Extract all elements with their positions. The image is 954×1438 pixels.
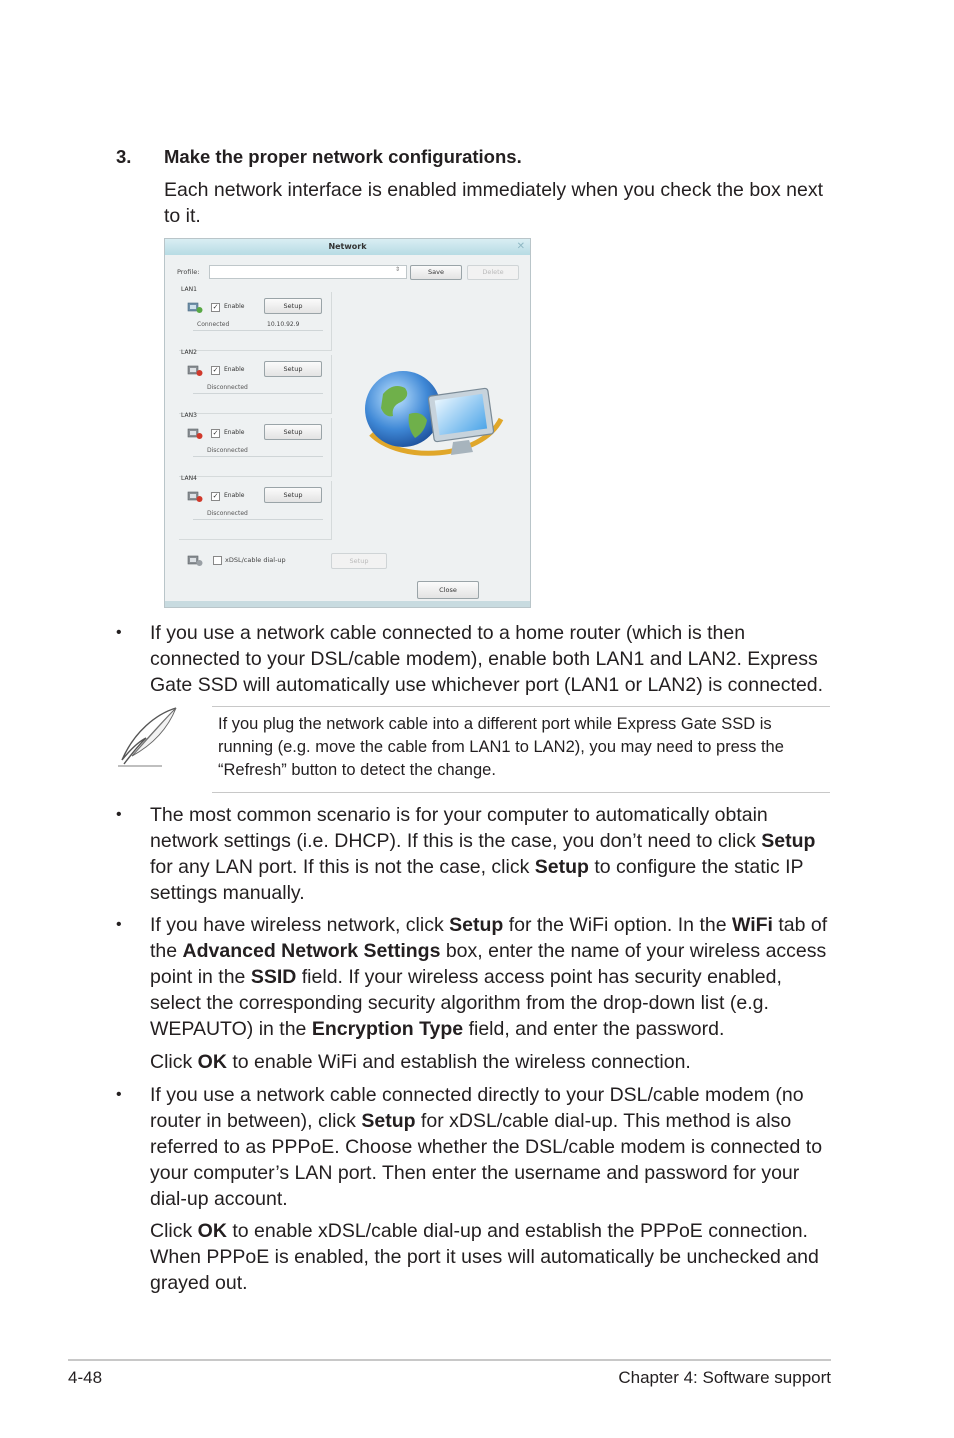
lan4-group <box>179 475 332 540</box>
lan-status: Disconnected <box>207 384 248 391</box>
globe-network-icon <box>361 364 507 464</box>
bullet-marker: • <box>116 916 122 933</box>
note-text: If you plug the network cable into a different port while Express Gate SSD is running (e.g. move the cable from LAN1 to LAN2), you may need to press the “Refresh” button to detect the change. <box>218 715 784 779</box>
network-adapter-icon <box>187 426 203 440</box>
lan2-group <box>179 349 332 414</box>
profile-label: Profile: <box>177 268 200 276</box>
network-adapter-icon <box>187 553 203 567</box>
xdsl-label: xDSL/cable dial-up <box>225 556 286 564</box>
lan-enable-label: Enable <box>224 303 245 310</box>
lan1-group <box>179 286 332 351</box>
bullet-router: If you use a network cable connected to a home router (which is then connected to your DSL/cable modem), enable both LAN1 and LAN2. Express Gate SSD will automatically use whichever port (LAN1 or LAN2) is connected. <box>150 622 824 696</box>
bullet-dhcp: The most common scenario is for your computer to automatically obtain network settings (i.e. DHCP). If this is the case, you don’t need to click Setup for any LAN port. If this is not the case, click Setup to configure the static IP settings manually. <box>150 804 816 904</box>
delete-button[interactable]: Delete <box>467 265 519 280</box>
lan-enable-label: Enable <box>224 366 245 373</box>
note-top-rule <box>212 706 830 707</box>
dialog-footer <box>165 601 530 607</box>
bullet-wireless: If you have wireless network, click Setup for the WiFi option. In the WiFi tab of the Advanced Network Settings box, enter the name of your wireless access point in the SSID field. If your wireless access point has security enabled, select the corresponding security algorithm from the drop-down list (e.g. WEPAUTO) in the Encryption Type field, and enter the password. <box>150 914 828 1040</box>
lan-name: LAN2 <box>181 349 197 356</box>
dialog-title: Network <box>328 242 367 251</box>
close-icon[interactable]: ✕ <box>516 241 525 252</box>
divider <box>193 519 323 520</box>
bullet-pppoe: If you use a network cable connected directly to your DSL/cable modem (no router in between), click Setup for xDSL/cable dial-up. This method is also referred to as PPPoE. Choose whether the DSL/cable modem is connected to your computer’s LAN port. Then enter the username and password for your dial-up account. <box>150 1084 823 1210</box>
profile-select[interactable] <box>209 265 407 279</box>
lan-setup-button[interactable]: Setup <box>264 424 322 440</box>
pppoe-followup: Click OK to enable xDSL/cable dial-up and establish the PPPoE connection. When PPPoE is enabled, the port it uses will automatically be unchecked and grayed out. <box>150 1220 819 1294</box>
save-button[interactable]: Save <box>410 265 462 280</box>
xdsl-checkbox[interactable] <box>213 556 222 565</box>
chapter-title: Chapter 4: Software support <box>618 1368 831 1387</box>
network-adapter-icon <box>187 300 203 314</box>
lan-name: LAN3 <box>181 412 197 419</box>
footer-rule <box>68 1359 831 1361</box>
close-button[interactable]: Close <box>417 581 479 599</box>
step-number: 3. <box>116 146 132 167</box>
network-dialog <box>164 238 531 608</box>
feather-pen-icon <box>116 706 180 770</box>
lan-status: Connected <box>197 321 230 328</box>
lan-name: LAN1 <box>181 286 197 293</box>
note-bottom-rule <box>212 792 830 793</box>
lan-enable-label: Enable <box>224 492 245 499</box>
lan-enable-checkbox[interactable]: ✓ <box>212 303 219 311</box>
lan-enable-checkbox[interactable]: ✓ <box>212 429 219 437</box>
network-adapter-icon <box>187 489 203 503</box>
step-description: Each network interface is enabled immediately when you check the box next to it. <box>164 179 824 227</box>
lan-ip: 10.10.92.9 <box>267 321 300 328</box>
dialog-titlebar <box>165 239 530 255</box>
lan-setup-button[interactable]: Setup <box>264 298 322 314</box>
wireless-followup: Click OK to enable WiFi and establish the wireless connection. <box>150 1051 691 1073</box>
profile-spinner-icon[interactable]: ⇕ <box>395 266 401 273</box>
page-number: 4-48 <box>68 1368 103 1387</box>
lan-setup-button[interactable]: Setup <box>264 487 322 503</box>
lan-enable-checkbox[interactable]: ✓ <box>212 492 219 500</box>
lan-setup-button[interactable]: Setup <box>264 361 322 377</box>
lan-enable-checkbox[interactable]: ✓ <box>212 366 219 374</box>
network-adapter-icon <box>187 363 203 377</box>
bullet-marker: • <box>116 806 122 823</box>
divider <box>193 456 323 457</box>
xdsl-setup-button[interactable]: Setup <box>331 553 387 569</box>
lan-status: Disconnected <box>207 447 248 454</box>
bullet-marker: • <box>116 1086 122 1103</box>
lan-name: LAN4 <box>181 475 197 482</box>
bullet-marker: • <box>116 624 122 641</box>
lan3-group <box>179 412 332 477</box>
divider <box>193 330 323 331</box>
divider <box>193 393 323 394</box>
lan-status: Disconnected <box>207 510 248 517</box>
lan-enable-label: Enable <box>224 429 245 436</box>
step-title: Make the proper network configurations. <box>164 146 522 167</box>
